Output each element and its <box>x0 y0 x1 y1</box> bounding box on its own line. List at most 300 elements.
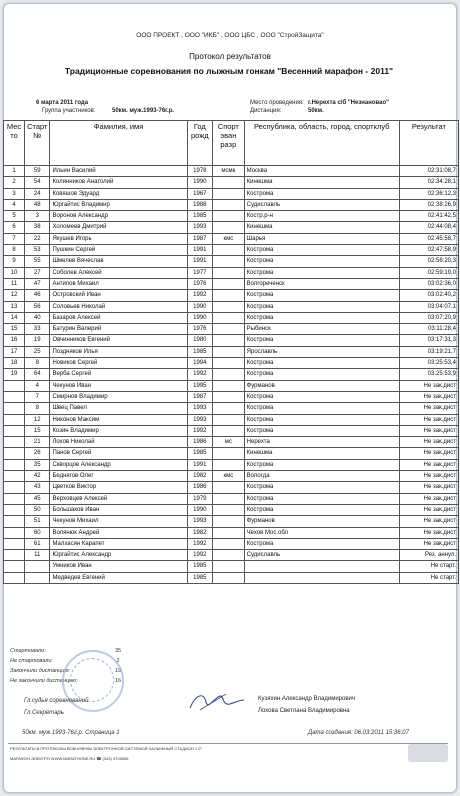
cell-year: 1990 <box>187 504 212 515</box>
distance-label: Дистанция: <box>250 108 282 114</box>
cell-name: Смирнов Владимир <box>50 391 187 402</box>
cell-rank: мсмк <box>213 166 245 177</box>
cell-year: 1982 <box>187 471 212 482</box>
table-row <box>4 346 459 357</box>
started-label: Стартовало: <box>10 648 46 654</box>
cell-region: Кинешма <box>244 448 399 459</box>
table-row <box>4 380 459 391</box>
venue-value: г.Нерехта с/б "Незнановао" <box>308 100 390 106</box>
cell-region: Кострома <box>244 312 399 323</box>
cell-year: 1990 <box>187 177 212 188</box>
cell-rank <box>213 561 245 572</box>
cell-bib <box>25 561 50 572</box>
not-finished-label: Не закончили дистанцию: <box>10 678 78 684</box>
table-row <box>4 572 459 583</box>
table-row <box>4 403 459 414</box>
cell-place <box>4 516 25 527</box>
cell-year: 1992 <box>187 550 212 561</box>
cell-bib: 38 <box>25 222 50 233</box>
cell-year: 1982 <box>187 527 212 538</box>
table-row <box>4 290 459 301</box>
cell-name: Медведев Евгений <box>50 572 187 583</box>
cell-name: Юргайтис Александр <box>50 550 187 561</box>
cell-bib: 55 <box>25 256 50 267</box>
cell-bib: 42 <box>25 471 50 482</box>
cell-rank <box>213 211 245 222</box>
cell-bib: 59 <box>25 166 50 177</box>
col-place: Мес то <box>4 121 25 166</box>
cell-region: Кострома <box>244 504 399 515</box>
cell-region: Судиславль <box>244 199 399 210</box>
cell-region: Рыбинск <box>244 324 399 335</box>
cell-result: Не зак.дист <box>399 437 458 448</box>
cell-year: 1987 <box>187 391 212 402</box>
cell-rank <box>213 504 245 515</box>
cell-bib: 54 <box>25 177 50 188</box>
cell-name: Овчинников Евгений <box>50 335 187 346</box>
event-title: Традиционные соревнования по лыжным гонкам "Весенний марафон - 2011" <box>64 66 394 76</box>
cell-place <box>4 550 25 561</box>
cell-region: Вологда <box>244 471 399 482</box>
cell-result: Не зак.дист <box>399 482 458 493</box>
cell-year: 1985 <box>187 448 212 459</box>
cell-rank <box>213 550 245 561</box>
cell-result: Не зак.дист <box>399 391 458 402</box>
cell-name: Чекунов Михаил <box>50 516 187 527</box>
venue-label: Место проведения: <box>250 100 304 106</box>
cell-year: 1986 <box>187 437 212 448</box>
cell-name: Базаров Алексей <box>50 312 187 323</box>
cell-year: 1992 <box>187 369 212 380</box>
cell-bib: 24 <box>25 188 50 199</box>
cell-year: 1987 <box>187 233 212 244</box>
cell-year: 1995 <box>187 380 212 391</box>
cell-place: 9 <box>4 256 25 267</box>
cell-year: 1980 <box>187 335 212 346</box>
cell-place: 13 <box>4 301 25 312</box>
cell-bib: 50 <box>25 504 50 515</box>
cell-region: Фурманов <box>244 516 399 527</box>
table-row <box>4 177 459 188</box>
group-value: 50км. муж.1993-76г.р. <box>112 108 175 114</box>
cell-year: 1978 <box>187 166 212 177</box>
table-row <box>4 482 459 493</box>
cell-result: Не зак.дист <box>399 448 458 459</box>
cell-bib: 19 <box>25 335 50 346</box>
cell-region: Ярославль <box>244 346 399 357</box>
cell-rank <box>213 448 245 459</box>
table-row <box>4 561 459 572</box>
cell-result: Не зак.дист <box>399 516 458 527</box>
table-row <box>4 504 459 515</box>
cell-rank <box>213 267 245 278</box>
cell-result: 03:02:36,0 <box>399 278 458 289</box>
col-year: Год рожд <box>187 121 212 166</box>
cell-region: Кострома <box>244 493 399 504</box>
cell-name: Большаков Иван <box>50 504 187 515</box>
cell-rank <box>213 516 245 527</box>
chief-secretary-label: Гл.Секретарь <box>24 710 64 716</box>
cell-result: 02:44:08,4 <box>399 222 458 233</box>
cell-bib: 43 <box>25 482 50 493</box>
cell-name: Антипов Михаил <box>50 278 187 289</box>
event-date: 6 марта 2011 года <box>36 100 89 106</box>
cell-rank <box>213 312 245 323</box>
chief-judge-name: Кузяхин Александр Владимирович <box>258 696 356 702</box>
chief-secretary-name: Лохова Светлана Владимировна <box>258 708 350 714</box>
cell-place <box>4 425 25 436</box>
cell-rank <box>213 358 245 369</box>
official-stamp-inner <box>70 658 114 702</box>
cell-result: 03:25:53,4 <box>399 358 458 369</box>
cell-year: 1985 <box>187 346 212 357</box>
cell-name: Волянюк Андрей <box>50 527 187 538</box>
system-logo <box>408 744 448 762</box>
cell-rank <box>213 414 245 425</box>
cell-bib: 35 <box>25 459 50 470</box>
cell-year: 1992 <box>187 538 212 549</box>
cell-region: Кострома <box>244 482 399 493</box>
cell-bib <box>25 572 50 583</box>
cell-place: 4 <box>4 199 25 210</box>
table-row <box>4 312 459 323</box>
cell-region: Кострома <box>244 267 399 278</box>
created-date: Дата создания: 06.03.2011 15:36:07 <box>308 730 409 736</box>
cell-year: 1993 <box>187 414 212 425</box>
cell-place: 12 <box>4 290 25 301</box>
cell-region <box>244 572 399 583</box>
table-header <box>4 121 459 166</box>
cell-bib: 60 <box>25 527 50 538</box>
signature-icon <box>186 688 246 716</box>
cell-region: Кострома <box>244 538 399 549</box>
cell-region: Чехов Мос.обл <box>244 527 399 538</box>
cell-result: Не старт. <box>399 572 458 583</box>
col-result: Результат <box>399 121 458 166</box>
cell-name: Якушев Игорь <box>50 233 187 244</box>
cell-place: 6 <box>4 222 25 233</box>
cell-bib: 15 <box>25 425 50 436</box>
cell-bib: 56 <box>25 301 50 312</box>
cell-region: Кострома <box>244 188 399 199</box>
cell-result: 02:56:20,3 <box>399 256 458 267</box>
table-row <box>4 527 459 538</box>
table-row <box>4 199 459 210</box>
cell-region: Фурманов <box>244 380 399 391</box>
cell-bib: 25 <box>25 346 50 357</box>
cell-year: 1976 <box>187 324 212 335</box>
cell-rank <box>213 391 245 402</box>
cell-place: 18 <box>4 358 25 369</box>
cell-name: Козин Владимир <box>50 425 187 436</box>
cell-rank <box>213 425 245 436</box>
cell-result: 02:34:28,1 <box>399 177 458 188</box>
cell-place <box>4 391 25 402</box>
cell-name: Шмелев Вячеслав <box>50 256 187 267</box>
cell-place: 1 <box>4 166 25 177</box>
cell-year: 1979 <box>187 493 212 504</box>
cell-result: 03:25:53,9 <box>399 369 458 380</box>
cell-rank <box>213 380 245 391</box>
cell-place: 8 <box>4 245 25 256</box>
cell-name: Батурин Валерий <box>50 324 187 335</box>
table-row <box>4 369 459 380</box>
started-value: 35 <box>114 648 122 654</box>
cell-result: Не зак.дист <box>399 403 458 414</box>
cell-place <box>4 572 25 583</box>
cell-result: 02:59:19,0 <box>399 267 458 278</box>
cell-result: Не зак.дист <box>399 459 458 470</box>
cell-rank <box>213 482 245 493</box>
cell-name: Скворцов Александр <box>50 459 187 470</box>
cell-region: Кострома <box>244 414 399 425</box>
cell-place <box>4 471 25 482</box>
cell-result: 02:41:42,5 <box>399 211 458 222</box>
cell-year: 1990 <box>187 312 212 323</box>
cell-name: Колянников Анатолий <box>50 177 187 188</box>
cell-place <box>4 414 25 425</box>
table-row <box>4 414 459 425</box>
cell-bib: 21 <box>25 437 50 448</box>
cell-name: Беднягов Олег <box>50 471 187 482</box>
col-name: Фамилия, имя <box>50 121 187 166</box>
cell-region: Нерехта <box>244 437 399 448</box>
cell-result: Не зак.дист <box>399 425 458 436</box>
cell-bib: 53 <box>25 245 50 256</box>
cell-rank <box>213 538 245 549</box>
cell-name: Умников Иван <box>50 561 187 572</box>
cell-name: Юргайтис Владимир <box>50 199 187 210</box>
results-table <box>3 120 459 584</box>
cell-bib: 61 <box>25 538 50 549</box>
cell-result: 03:02:40,2 <box>399 290 458 301</box>
cell-place <box>4 380 25 391</box>
cell-name: Ильин Василий <box>50 166 187 177</box>
cell-place: 5 <box>4 211 25 222</box>
cell-result: Не зак.дист <box>399 414 458 425</box>
cell-rank <box>213 527 245 538</box>
table-row <box>4 550 459 561</box>
cell-rank <box>213 403 245 414</box>
table-row <box>4 188 459 199</box>
finished-value: 19 <box>114 668 122 674</box>
cell-year: 1977 <box>187 267 212 278</box>
cell-name: Панов Сергей <box>50 448 187 459</box>
table-row <box>4 335 459 346</box>
cell-place <box>4 493 25 504</box>
cell-rank <box>213 290 245 301</box>
cell-region: Костр.р-н <box>244 211 399 222</box>
finished-label: Закончили дистанцию: <box>10 668 71 674</box>
table-row <box>4 222 459 233</box>
cell-bib: 46 <box>25 290 50 301</box>
cell-place <box>4 504 25 515</box>
table-row <box>4 538 459 549</box>
cell-year: 1994 <box>187 358 212 369</box>
cell-name: Верховцев Алексей <box>50 493 187 504</box>
cell-region: Кострома <box>244 290 399 301</box>
cell-year: 1993 <box>187 516 212 527</box>
cell-rank <box>213 301 245 312</box>
cell-result: Не старт. <box>399 561 458 572</box>
cell-rank <box>213 199 245 210</box>
cell-result: Не зак.дист <box>399 538 458 549</box>
cell-year: 1992 <box>187 290 212 301</box>
cell-place <box>4 527 25 538</box>
cell-place <box>4 437 25 448</box>
cell-rank <box>213 459 245 470</box>
cell-place: 16 <box>4 335 25 346</box>
cell-result: 03:17:31,3 <box>399 335 458 346</box>
cell-name: Ковяшов Эдуард <box>50 188 187 199</box>
cell-bib: 8 <box>25 358 50 369</box>
cell-name: Воронов Александр <box>50 211 187 222</box>
table-row <box>4 471 459 482</box>
table-row <box>4 425 459 436</box>
table-row <box>4 358 459 369</box>
cell-place: 19 <box>4 369 25 380</box>
table-row <box>4 245 459 256</box>
cell-bib: 33 <box>25 324 50 335</box>
cell-rank <box>213 256 245 267</box>
col-region: Республика, область, город, спортклуб <box>244 121 399 166</box>
cell-rank <box>213 335 245 346</box>
cell-year: 1976 <box>187 278 212 289</box>
cell-region: Судиславль <box>244 550 399 561</box>
cell-year: 1988 <box>187 199 212 210</box>
cell-place: 11 <box>4 278 25 289</box>
cell-name: Чекунов Иван <box>50 380 187 391</box>
cell-year: 1991 <box>187 245 212 256</box>
cell-result: Не зак.дист <box>399 493 458 504</box>
cell-result: Не зак.дист <box>399 380 458 391</box>
cell-bib: 45 <box>25 493 50 504</box>
cell-bib: 26 <box>25 448 50 459</box>
footer-credits: РЕЗУЛЬТАТЫ В ПРОТОКОЛЫ ВОВЧУВЕНЫ ЭЛЕКТРОННОЙ СИСТЕМОЙ ЧАЛЫЖНЫЙ СТАДИОН 1.0" <box>10 746 202 751</box>
table-row <box>4 437 459 448</box>
cell-result: Не зак.дист <box>399 527 458 538</box>
cell-bib: 7 <box>25 391 50 402</box>
cell-rank: кмс <box>213 471 245 482</box>
cell-region: Шарья <box>244 233 399 244</box>
cell-place <box>4 459 25 470</box>
cell-region: Кострома <box>244 245 399 256</box>
table-row <box>4 493 459 504</box>
cell-result: Не зак.дист <box>399 471 458 482</box>
cell-region: Кострома <box>244 256 399 267</box>
cell-bib: 48 <box>25 199 50 210</box>
cell-year: 1993 <box>187 222 212 233</box>
cell-name: Малхасян Карапет <box>50 538 187 549</box>
cell-rank <box>213 572 245 583</box>
cell-name: Цветков Виктор <box>50 482 187 493</box>
cell-result: Не зак.дист <box>399 504 458 515</box>
cell-rank <box>213 177 245 188</box>
protocol-title: Протокол результатов <box>189 52 271 61</box>
cell-name: Новиков Сергей <box>50 358 187 369</box>
cell-bib: 64 <box>25 369 50 380</box>
cell-rank <box>213 222 245 233</box>
cell-result: 03:07:20,9 <box>399 312 458 323</box>
cell-region: Кострома <box>244 335 399 346</box>
cell-bib: 11 <box>25 550 50 561</box>
table-row <box>4 256 459 267</box>
cell-rank <box>213 493 245 504</box>
cell-bib: 4 <box>25 380 50 391</box>
cell-result: 02:36:12,3 <box>399 188 458 199</box>
cell-region: Кострома <box>244 301 399 312</box>
cell-place <box>4 538 25 549</box>
cell-name: Швец Павел <box>50 403 187 414</box>
table-row <box>4 278 459 289</box>
cell-result: 03:04:07,1 <box>399 301 458 312</box>
cell-year: 1985 <box>187 561 212 572</box>
cell-year: 1985 <box>187 211 212 222</box>
cell-rank <box>213 369 245 380</box>
cell-name: Пушкин Сергей <box>50 245 187 256</box>
footer-divider <box>8 743 448 744</box>
cell-name: Островский Иван <box>50 290 187 301</box>
cell-region: Волгореченск <box>244 278 399 289</box>
cell-name: Лохов Николай <box>50 437 187 448</box>
cell-place: 14 <box>4 312 25 323</box>
cell-region: Кинешма <box>244 177 399 188</box>
cell-bib: 27 <box>25 267 50 278</box>
not-finished-value: 16 <box>114 678 122 684</box>
cell-year: 1991 <box>187 256 212 267</box>
cell-result: 03:19:21,7 <box>399 346 458 357</box>
page-info: 50км. муж.1993-76г.р. Страница 1 <box>22 730 120 736</box>
cell-region: Москва <box>244 166 399 177</box>
not-started-value: 2 <box>116 658 120 664</box>
cell-name: Поздняков Илья <box>50 346 187 357</box>
cell-place <box>4 482 25 493</box>
cell-region <box>244 561 399 572</box>
cell-rank: мс <box>213 437 245 448</box>
organizers: ООО ПРОЕКТ , ООО "ИКБ" , ООО ЦБС , ООО "СтройЗащита" <box>136 32 324 39</box>
cell-bib: 51 <box>25 516 50 527</box>
cell-region: Кострома <box>244 425 399 436</box>
cell-rank <box>213 346 245 357</box>
cell-bib: 40 <box>25 312 50 323</box>
cell-name: Никонов Максим <box>50 414 187 425</box>
col-bib: Старт № <box>25 121 50 166</box>
cell-rank <box>213 278 245 289</box>
table-row <box>4 301 459 312</box>
cell-region: Кинешма <box>244 222 399 233</box>
cell-region: Кострома <box>244 369 399 380</box>
cell-place: 3 <box>4 188 25 199</box>
cell-place <box>4 561 25 572</box>
table-row <box>4 267 459 278</box>
cell-rank <box>213 245 245 256</box>
cell-year: 1992 <box>187 425 212 436</box>
cell-bib: 3 <box>25 211 50 222</box>
cell-result: 02:45:58,7 <box>399 233 458 244</box>
cell-bib: 47 <box>25 278 50 289</box>
cell-rank: кмс <box>213 233 245 244</box>
table-row <box>4 166 459 177</box>
table-row <box>4 211 459 222</box>
cell-place: 2 <box>4 177 25 188</box>
table-row <box>4 391 459 402</box>
cell-result: 02:38:26,9 <box>399 199 458 210</box>
cell-rank <box>213 188 245 199</box>
col-rank: Спорт эван разр <box>213 121 245 166</box>
cell-year: 1986 <box>187 482 212 493</box>
distance-value: 50км. <box>308 108 324 114</box>
chief-judge-label: Гл.судья соревнований <box>24 698 89 704</box>
